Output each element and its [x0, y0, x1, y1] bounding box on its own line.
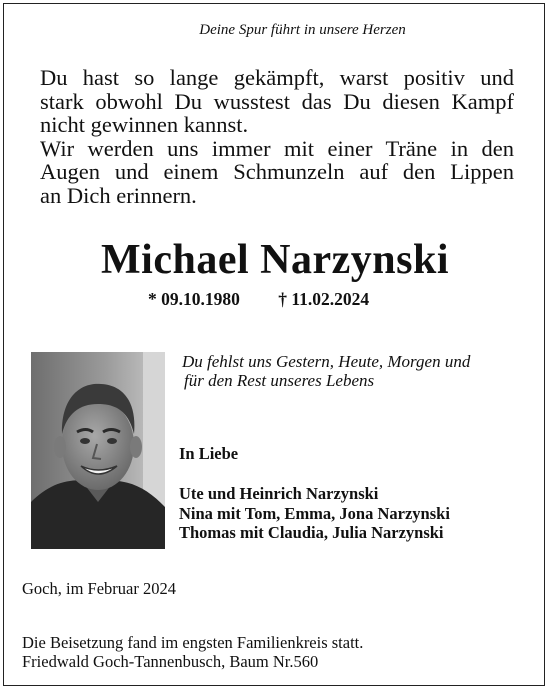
poem-line: Du hast so lange gekämpft, warst positiv und	[40, 65, 514, 90]
burial-line: Die Beisetzung fand im engsten Familienkreis statt.	[22, 633, 364, 652]
poem-line: stark obwohl Du wusstest das Du diesen Kampf	[40, 88, 514, 114]
quote-line: Du fehlst uns Gestern, Heute, Morgen und	[182, 352, 471, 371]
deceased-name: Michael Narzynski	[101, 237, 449, 283]
burial-info	[22, 633, 363, 671]
mourner-line: Ute und Heinrich Narzynski	[179, 484, 379, 503]
mourners-list	[179, 484, 450, 543]
motto: Deine Spur führt in unsere Herzen	[199, 22, 406, 38]
portrait-photo	[31, 352, 165, 549]
poem-line: Augen und einem Schmunzeln auf den Lippen	[40, 159, 514, 184]
poem	[40, 66, 514, 207]
in-love-label: In Liebe	[179, 444, 239, 463]
burial-line: Friedwald Goch-Tannenbusch, Baum Nr.560	[22, 652, 319, 671]
memorial-quote	[182, 352, 470, 390]
place-date: Goch, im Februar 2024	[22, 579, 176, 598]
poem-line: an Dich erinnern.	[40, 182, 197, 208]
mourner-line: Nina mit Tom, Emma, Jona Narzynski	[179, 503, 450, 523]
life-dates	[148, 289, 369, 310]
poem-line: nicht gewinnen kannst.	[40, 112, 249, 137]
quote-line: für den Rest unseres Lebens	[184, 371, 375, 390]
death-date: † 11.02.2024	[278, 289, 370, 309]
mourner-line: Thomas mit Claudia, Julia Narzynski	[179, 523, 444, 542]
poem-line: Wir werden uns immer mit einer Träne in den	[40, 135, 514, 161]
birth-date: * 09.10.1980	[148, 289, 240, 309]
